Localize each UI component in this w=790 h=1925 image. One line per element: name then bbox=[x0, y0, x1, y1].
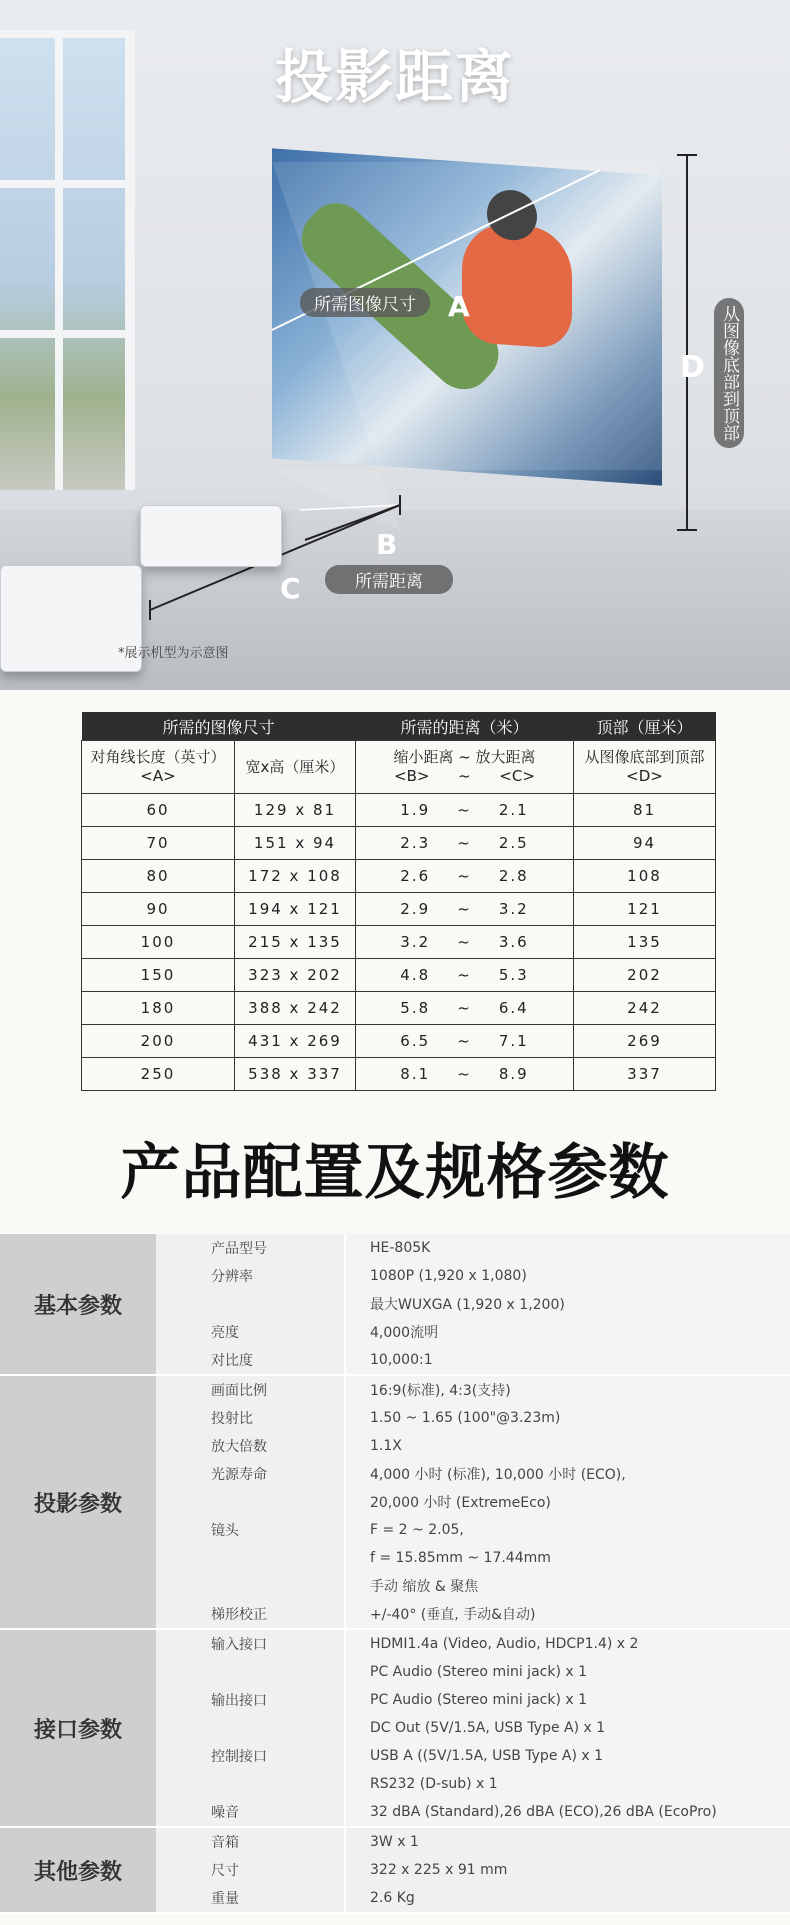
table-cell: 90 bbox=[82, 893, 235, 926]
header-top: 顶部（厘米） bbox=[574, 712, 716, 741]
page-title: 投影距离 bbox=[274, 43, 515, 111]
spec-row bbox=[156, 1770, 790, 1798]
spec-key bbox=[156, 1290, 344, 1318]
spec-row bbox=[156, 1318, 790, 1346]
spec-key: 画面比例 bbox=[156, 1376, 344, 1404]
table-cell: 200 bbox=[82, 1025, 235, 1058]
table-cell: 250 bbox=[82, 1058, 235, 1091]
table-cell: 172 x 108 bbox=[235, 860, 356, 893]
subheader-bottom-to-top: 从图像底部到顶部 <D> bbox=[574, 741, 716, 794]
table-cell: 323 x 202 bbox=[235, 959, 356, 992]
spec-row bbox=[156, 1600, 790, 1628]
spec-key bbox=[156, 1488, 344, 1516]
spec-key: 梯形校正 bbox=[156, 1600, 344, 1628]
spec-group bbox=[0, 1234, 790, 1376]
table-row bbox=[82, 959, 716, 992]
table-cell: 202 bbox=[574, 959, 716, 992]
subheader-range: 缩小距离 ~ 放大距离 <B> ~ <C> bbox=[356, 741, 574, 794]
spec-value: f = 15.85mm ~ 17.44mm bbox=[344, 1544, 790, 1572]
label-bottom-to-top: 从图像底部到顶部 bbox=[714, 298, 744, 448]
table-cell: 80 bbox=[82, 860, 235, 893]
spec-key bbox=[156, 1714, 344, 1742]
spec-value: PC Audio (Stereo mini jack) x 1 bbox=[344, 1658, 790, 1686]
table-cell: 388 x 242 bbox=[235, 992, 356, 1025]
spec-group bbox=[0, 1376, 790, 1630]
spec-row bbox=[156, 1714, 790, 1742]
spec-key: 对比度 bbox=[156, 1346, 344, 1374]
spec-group bbox=[0, 1828, 790, 1914]
table-cell: 180 bbox=[82, 992, 235, 1025]
table-cell: 431 x 269 bbox=[235, 1025, 356, 1058]
spec-row bbox=[156, 1346, 790, 1374]
table-cell: 151 x 94 bbox=[235, 827, 356, 860]
spec-value: 16:9(标准), 4:3(支持) bbox=[344, 1376, 790, 1404]
table-row bbox=[82, 1025, 716, 1058]
spec-key: 音箱 bbox=[156, 1828, 344, 1856]
spec-group-name: 投影参数 bbox=[0, 1376, 156, 1628]
specs-table bbox=[0, 1234, 790, 1914]
table-cell: 2.6 ~ 2.8 bbox=[356, 860, 574, 893]
spec-row bbox=[156, 1572, 790, 1600]
spec-key: 分辨率 bbox=[156, 1262, 344, 1290]
table-row bbox=[82, 860, 716, 893]
spec-value: F = 2 ~ 2.05, bbox=[344, 1516, 790, 1544]
table-row bbox=[82, 794, 716, 827]
projector-near bbox=[140, 505, 282, 567]
spec-row bbox=[156, 1516, 790, 1544]
letter-c: C bbox=[280, 572, 301, 605]
spec-value: PC Audio (Stereo mini jack) x 1 bbox=[344, 1686, 790, 1714]
header-image-size: 所需的图像尺寸 bbox=[82, 712, 356, 741]
spec-row bbox=[156, 1884, 790, 1912]
subheader-width-height: 宽x高（厘米） bbox=[235, 741, 356, 794]
spec-value: HDMI1.4a (Video, Audio, HDCP1.4) x 2 bbox=[344, 1630, 790, 1658]
table-row bbox=[82, 893, 716, 926]
spec-value: 最大WUXGA (1,920 x 1,200) bbox=[344, 1290, 790, 1318]
spec-key: 重量 bbox=[156, 1884, 344, 1912]
spec-value: DC Out (5V/1.5A, USB Type A) x 1 bbox=[344, 1714, 790, 1742]
spec-row bbox=[156, 1460, 790, 1488]
table-cell: 8.1 ~ 8.9 bbox=[356, 1058, 574, 1091]
subheader-diagonal: 对角线长度（英寸） <A> bbox=[82, 741, 235, 794]
table-cell: 3.2 ~ 3.6 bbox=[356, 926, 574, 959]
spec-key: 光源寿命 bbox=[156, 1460, 344, 1488]
spec-row bbox=[156, 1544, 790, 1572]
spec-row bbox=[156, 1404, 790, 1432]
table-cell: 269 bbox=[574, 1025, 716, 1058]
table-cell: 60 bbox=[82, 794, 235, 827]
spec-key: 控制接口 bbox=[156, 1742, 344, 1770]
spec-row bbox=[156, 1686, 790, 1714]
letter-b: B bbox=[376, 528, 398, 561]
spec-group-name: 基本参数 bbox=[0, 1234, 156, 1374]
table-row bbox=[82, 827, 716, 860]
spec-value: 4,000流明 bbox=[344, 1318, 790, 1346]
spec-value: HE-805K bbox=[344, 1234, 790, 1262]
spec-row bbox=[156, 1488, 790, 1516]
spec-key bbox=[156, 1770, 344, 1798]
spec-value: 1.1X bbox=[344, 1432, 790, 1460]
table-cell: 337 bbox=[574, 1058, 716, 1091]
table-cell: 94 bbox=[574, 827, 716, 860]
label-required-distance: 所需距离 bbox=[325, 565, 453, 594]
table-cell: 215 x 135 bbox=[235, 926, 356, 959]
spec-key: 尺寸 bbox=[156, 1856, 344, 1884]
spec-key: 投射比 bbox=[156, 1404, 344, 1432]
spec-value: 20,000 小时 (ExtremeEco) bbox=[344, 1488, 790, 1516]
spec-value: 3W x 1 bbox=[344, 1828, 790, 1856]
spec-row bbox=[156, 1234, 790, 1262]
table-cell: 2.3 ~ 2.5 bbox=[356, 827, 574, 860]
spec-value: 4,000 小时 (标准), 10,000 小时 (ECO), bbox=[344, 1460, 790, 1488]
spec-key: 产品型号 bbox=[156, 1234, 344, 1262]
table-cell: 150 bbox=[82, 959, 235, 992]
spec-key: 输出接口 bbox=[156, 1686, 344, 1714]
specs-title: 产品配置及规格参数 bbox=[120, 1138, 670, 1208]
spec-row bbox=[156, 1262, 790, 1290]
table-cell: 6.5 ~ 7.1 bbox=[356, 1025, 574, 1058]
table-cell: 135 bbox=[574, 926, 716, 959]
letter-d: D bbox=[680, 350, 705, 385]
table-cell: 108 bbox=[574, 860, 716, 893]
table-cell: 194 x 121 bbox=[235, 893, 356, 926]
hero-section bbox=[0, 0, 790, 690]
table-cell: 121 bbox=[574, 893, 716, 926]
spec-value: RS232 (D-sub) x 1 bbox=[344, 1770, 790, 1798]
spec-value: +/-40° (垂直, 手动&自动) bbox=[344, 1600, 790, 1628]
table-cell: 129 x 81 bbox=[235, 794, 356, 827]
spec-value: 1080P (1,920 x 1,080) bbox=[344, 1262, 790, 1290]
table-cell: 1.9 ~ 2.1 bbox=[356, 794, 574, 827]
header-distance: 所需的距离（米） bbox=[356, 712, 574, 741]
letter-a: A bbox=[448, 290, 470, 323]
spec-key: 放大倍数 bbox=[156, 1432, 344, 1460]
spec-key bbox=[156, 1658, 344, 1686]
spec-row bbox=[156, 1630, 790, 1658]
spec-row bbox=[156, 1432, 790, 1460]
table-cell: 100 bbox=[82, 926, 235, 959]
table-cell: 2.9 ~ 3.2 bbox=[356, 893, 574, 926]
spec-value: USB A ((5V/1.5A, USB Type A) x 1 bbox=[344, 1742, 790, 1770]
spec-key: 噪音 bbox=[156, 1798, 344, 1826]
spec-group bbox=[0, 1630, 790, 1828]
table-cell: 5.8 ~ 6.4 bbox=[356, 992, 574, 1025]
spec-value: 32 dBA (Standard),26 dBA (ECO),26 dBA (EcoPro) bbox=[344, 1798, 790, 1826]
spec-value: 10,000:1 bbox=[344, 1346, 790, 1374]
spec-row bbox=[156, 1856, 790, 1884]
spec-row bbox=[156, 1798, 790, 1826]
table-cell: 538 x 337 bbox=[235, 1058, 356, 1091]
spec-value: 322 x 225 x 91 mm bbox=[344, 1856, 790, 1884]
spec-row bbox=[156, 1290, 790, 1318]
spec-value: 1.50 ~ 1.65 (100"@3.23m) bbox=[344, 1404, 790, 1432]
spec-key: 输入接口 bbox=[156, 1630, 344, 1658]
spec-row bbox=[156, 1376, 790, 1404]
spec-value: 2.6 Kg bbox=[344, 1884, 790, 1912]
spec-key bbox=[156, 1572, 344, 1600]
spec-row bbox=[156, 1742, 790, 1770]
spec-key: 亮度 bbox=[156, 1318, 344, 1346]
table-cell: 4.8 ~ 5.3 bbox=[356, 959, 574, 992]
table-cell: 242 bbox=[574, 992, 716, 1025]
spec-group-name: 接口参数 bbox=[0, 1630, 156, 1826]
table-row bbox=[82, 1058, 716, 1091]
spec-value: 手动 缩放 & 聚焦 bbox=[344, 1572, 790, 1600]
table-row bbox=[82, 992, 716, 1025]
spec-group-name: 其他参数 bbox=[0, 1828, 156, 1912]
spec-key: 镜头 bbox=[156, 1516, 344, 1544]
label-required-image-size: 所需图像尺寸 bbox=[300, 288, 430, 317]
table-cell: 81 bbox=[574, 794, 716, 827]
projection-distance-table bbox=[81, 712, 716, 1091]
table-row bbox=[82, 926, 716, 959]
spec-row bbox=[156, 1658, 790, 1686]
illustration-note: *展示机型为示意图 bbox=[118, 646, 229, 661]
spec-row bbox=[156, 1828, 790, 1856]
table-cell: 70 bbox=[82, 827, 235, 860]
spec-key bbox=[156, 1544, 344, 1572]
